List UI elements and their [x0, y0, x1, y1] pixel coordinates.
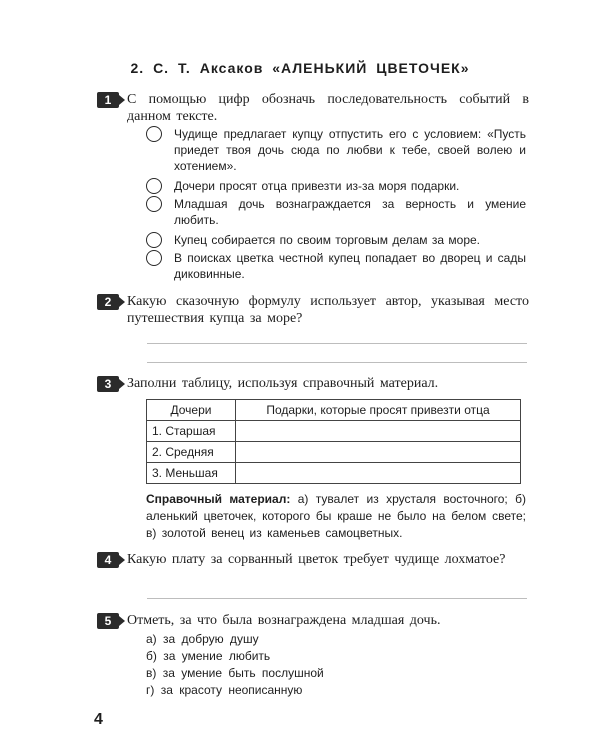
answer-line[interactable] [147, 343, 527, 344]
table-header-row [147, 400, 521, 421]
task-4-number-badge: 4 [97, 552, 119, 568]
task-5-question: Отметь, за что была вознаграждена младшая дочь. [127, 613, 441, 628]
daughter-cell: 2. Средняя [147, 442, 236, 463]
page-title: 2. С. Т. Аксаков «АЛЕНЬКИЙ ЦВЕТОЧЕК» [130, 60, 470, 76]
gift-answer-cell[interactable] [236, 463, 521, 484]
task-4-question: Какую плату за сорванный цветок требует чудище лохматое? [127, 552, 506, 567]
option-text: Дочери просят отца привезти из-за моря подарки. [174, 179, 460, 193]
option-text: Купец собирается по своим торговым делам за море. [174, 233, 481, 247]
task-3-number-badge: 3 [97, 376, 119, 392]
task-5-number-badge: 5 [97, 613, 119, 629]
answer-line[interactable] [147, 362, 527, 363]
answer-circle-4[interactable] [146, 232, 162, 248]
reference-label: Справочный материал: [146, 492, 291, 506]
answer-circle-3[interactable] [146, 196, 162, 212]
daughter-cell: 3. Меньшая [147, 463, 236, 484]
daughter-cell: 1. Старшая [147, 421, 236, 442]
table-row [147, 442, 521, 463]
page-number: 4 [94, 711, 103, 728]
task-2-question: Какую сказочную формулу использует автор, указывая место путешествия купца за море? [127, 294, 529, 326]
column-header: Дочери [147, 400, 236, 421]
gift-answer-cell[interactable] [236, 421, 521, 442]
task-1-number-badge: 1 [97, 92, 119, 108]
answer-option-a[interactable]: а) за добрую душу [146, 632, 259, 646]
reference-text: а) тувалет из хрусталя восточного; б) аленький цветочек, которого бы краше не было на белом свете; в) золотой венец из каменьев самоцветных. [146, 492, 526, 540]
gifts-table [146, 399, 521, 484]
answer-circle-2[interactable] [146, 178, 162, 194]
answer-option-d[interactable]: г) за красоту неописанную [146, 683, 303, 697]
answer-option-b[interactable]: б) за умение любить [146, 649, 271, 663]
answer-option-c[interactable]: в) за умение быть послушной [146, 666, 324, 680]
option-text: Чудище предлагает купцу отпустить его с условием: «Пусть приедет твоя дочь сюда по любви к тебе, своей волею и хотением». [174, 127, 526, 173]
table-row [147, 421, 521, 442]
option-text: В поисках цветка честной купец попадает во дворец и сады диковинные. [174, 251, 526, 281]
answer-circle-1[interactable] [146, 126, 162, 142]
task-3-question: Заполни таблицу, используя справочный материал. [127, 376, 439, 391]
gift-answer-cell[interactable] [236, 442, 521, 463]
table-row [147, 463, 521, 484]
task-1-question: С помощью цифр обозначь последовательность событий в данном тексте. [127, 92, 529, 124]
column-header: Подарки, которые просят привезти отца [236, 400, 521, 421]
option-text: Младшая дочь вознаграждается за верность и умение любить. [174, 197, 526, 227]
task-2-number-badge: 2 [97, 294, 119, 310]
reference-material [146, 491, 526, 542]
answer-line[interactable] [147, 598, 527, 599]
answer-circle-5[interactable] [146, 250, 162, 266]
